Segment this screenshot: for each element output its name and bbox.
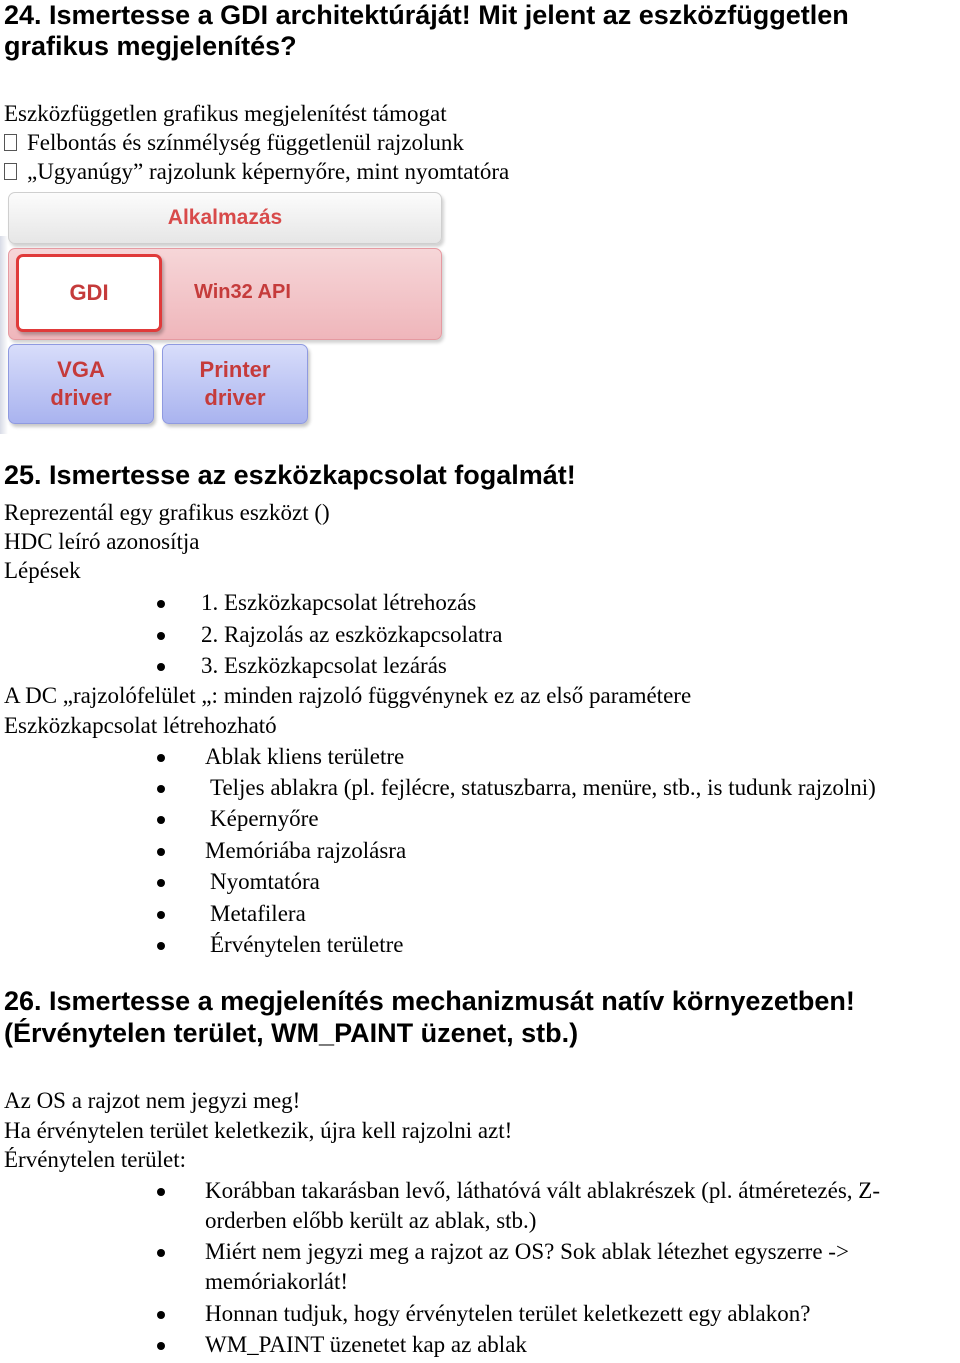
q26-heading-line2: (Érvénytelen terület, WM_PAINT üzenet, stb.)	[4, 1018, 579, 1048]
bullet-icon	[157, 1342, 165, 1350]
q25-line3: Lépések	[4, 558, 81, 583]
q26-bullet: Honnan tudjuk, hogy érvénytelen terület keletkezett egy ablakon?	[205, 1301, 811, 1326]
q26-line1: Az OS a rajzot nem jegyzi meg!	[4, 1088, 301, 1113]
q25-line5: Eszközkapcsolat létrehozható	[4, 713, 277, 738]
q26-line2: Ha érvénytelen terület keletkezik, újra kell rajzolni azt!	[4, 1118, 513, 1143]
q25-target: Memóriába rajzolásra	[205, 838, 407, 863]
q24-heading-line1: 24. Ismertesse a GDI architektúráját! Mit jelent az eszközfüggetlen	[4, 0, 849, 30]
bullet-icon	[157, 632, 165, 640]
diagram-printer-driver-block	[162, 344, 308, 424]
q25-line2: HDC leíró azonosítja	[4, 529, 200, 554]
missing-glyph-icon	[4, 163, 17, 180]
q25-heading: 25. Ismertesse az eszközkapcsolat fogalmát!	[4, 460, 576, 490]
bullet-icon	[157, 785, 165, 793]
q26-bullet: Korábban takarásban levő, láthatóvá vált ablakrészek (pl. átméretezés, Z-	[205, 1178, 880, 1203]
bullet-icon	[157, 879, 165, 887]
bullet-icon	[157, 911, 165, 919]
q25-target: Ablak kliens területre	[205, 744, 405, 769]
q24-item: Felbontás és színmélység függetlenül rajzolunk	[4, 129, 464, 157]
q26-bullet: WM_PAINT üzenetet kap az ablak	[205, 1332, 527, 1357]
q24-intro: Eszközfüggetlen grafikus megjelenítést támogat	[4, 101, 447, 126]
printer-label: Printer	[199, 357, 271, 382]
gdi-architecture-diagram	[0, 188, 450, 434]
bullet-icon	[157, 816, 165, 824]
bullet-icon	[157, 848, 165, 856]
diagram-win32-api-label: Win32 API	[194, 281, 291, 303]
q24-heading-line2: grafikus megjelenítés?	[4, 31, 297, 61]
q25-target: Érvénytelen területre	[210, 932, 404, 957]
vga-label: VGA	[57, 357, 105, 382]
diagram-application-block: Alkalmazás	[8, 192, 442, 244]
q26-line3: Érvénytelen terület:	[4, 1147, 187, 1172]
q25-step: 3. Eszközkapcsolat lezárás	[201, 653, 447, 678]
bullet-icon	[157, 1188, 165, 1196]
q25-target: Képernyőre	[210, 806, 319, 831]
q25-target: Nyomtatóra	[210, 869, 320, 894]
q26-bullet-continuation: orderben előbb került az ablak, stb.)	[205, 1208, 537, 1233]
diagram-shadow	[0, 236, 8, 434]
diagram-vga-driver-block	[8, 344, 154, 424]
q25-line1: Reprezentál egy grafikus eszközt ()	[4, 500, 330, 525]
printer-driver-label: driver	[204, 385, 266, 410]
q25-target: Teljes ablakra (pl. fejlécre, statuszbarra, menüre, stb., is tudunk rajzolni)	[210, 775, 876, 800]
q25-line4: A DC „rajzolófelület „: minden rajzoló függvénynek ez az első paramétere	[4, 683, 692, 708]
q26-bullet: Miért nem jegyzi meg a rajzot az OS? Sok ablak létezhet egyszerre ->	[205, 1239, 849, 1264]
bullet-icon	[157, 1311, 165, 1319]
q25-step: 1. Eszközkapcsolat létrehozás	[201, 590, 477, 615]
bullet-icon	[157, 754, 165, 762]
bullet-icon	[157, 663, 165, 671]
q25-target: Metafilera	[210, 901, 306, 926]
q26-heading-line1: 26. Ismertesse a megjelenítés mechanizmusát natív környezetben!	[4, 986, 855, 1016]
q25-step: 2. Rajzolás az eszközkapcsolatra	[201, 622, 503, 647]
bullet-icon	[157, 942, 165, 950]
vga-driver-label: driver	[50, 385, 112, 410]
q26-bullet-continuation: memóriakorlát!	[205, 1269, 349, 1294]
q24-item: „Ugyanúgy” rajzolunk képernyőre, mint nyomtatóra	[4, 158, 509, 186]
bullet-icon	[157, 600, 165, 608]
missing-glyph-icon	[4, 134, 17, 151]
diagram-gdi-block: GDI	[16, 254, 162, 332]
bullet-icon	[157, 1249, 165, 1257]
